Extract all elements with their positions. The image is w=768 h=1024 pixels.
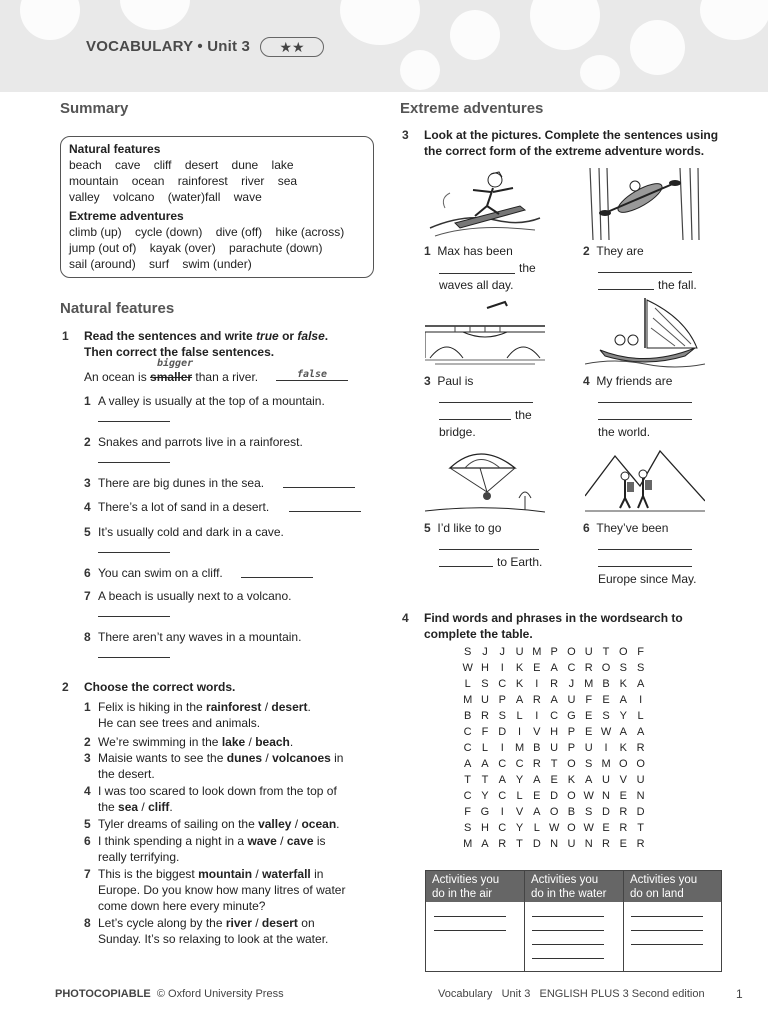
wordsearch-letter[interactable]: M: [532, 646, 542, 658]
summary-natural-line: mountain ocean rainforest river sea: [69, 174, 298, 188]
item-number: 8: [84, 630, 91, 644]
wordsearch-row: [459, 646, 649, 662]
ex3-item-3: 3 Paul is: [424, 374, 474, 388]
wordsearch-letter[interactable]: O: [567, 822, 576, 834]
wordsearch-letter[interactable]: R: [532, 694, 541, 706]
table-answer-line[interactable]: [532, 958, 604, 959]
answer-blank[interactable]: [598, 277, 654, 290]
wordsearch-letter[interactable]: T: [602, 646, 610, 658]
table-answer-line[interactable]: [434, 930, 506, 931]
wordsearch-letter[interactable]: S: [619, 662, 627, 674]
wordsearch-letter[interactable]: E: [619, 790, 627, 802]
wordsearch-letter[interactable]: I: [500, 742, 504, 754]
table-answer-line[interactable]: [532, 944, 604, 945]
wordsearch-letter[interactable]: W: [462, 662, 473, 674]
wordsearch-letter[interactable]: R: [532, 758, 541, 770]
wordsearch-letter[interactable]: O: [619, 758, 628, 770]
wordsearch-row: [459, 806, 649, 822]
wordsearch-letter[interactable]: R: [619, 806, 628, 818]
answer-blank[interactable]: [598, 260, 692, 273]
wordsearch-letter[interactable]: C: [498, 758, 507, 770]
wordsearch-letter[interactable]: R: [636, 742, 645, 754]
wordsearch-letter[interactable]: M: [514, 742, 525, 754]
table-divider: [623, 871, 624, 971]
answer-blank[interactable]: [439, 261, 515, 274]
wordsearch-letter[interactable]: R: [602, 838, 610, 850]
wordsearch-letter[interactable]: S: [481, 678, 489, 690]
answer-blank[interactable]: [598, 407, 692, 420]
wordsearch-letter[interactable]: C: [463, 726, 472, 738]
ex3-item-2: 2 They are: [583, 244, 644, 258]
parachute-illustration: [425, 446, 545, 518]
wordsearch-letter[interactable]: K: [567, 774, 576, 786]
choice-option[interactable]: waterfall: [262, 867, 311, 881]
item-number: 6: [84, 566, 91, 580]
example-answer: false: [276, 369, 348, 381]
exercise-number: 1: [62, 329, 69, 343]
wordsearch-letter[interactable]: R: [480, 710, 489, 722]
ex3-text: the: [519, 261, 536, 275]
answer-blank[interactable]: [241, 565, 313, 578]
wordsearch-row: [459, 822, 649, 838]
wordsearch-letter[interactable]: C: [463, 742, 472, 754]
wordsearch-letter[interactable]: K: [515, 678, 524, 690]
table-header-water: Activities you do in the water: [525, 871, 623, 902]
wordsearch-letter[interactable]: A: [550, 694, 558, 706]
wordsearch-letter[interactable]: M: [463, 838, 473, 850]
wordsearch-letter[interactable]: W: [583, 790, 594, 802]
answer-blank[interactable]: [289, 499, 361, 512]
ex3-text: bridge.: [439, 425, 476, 439]
wordsearch-letter[interactable]: A: [619, 726, 627, 738]
wordsearch-letter[interactable]: S: [463, 646, 472, 658]
wordsearch-letter[interactable]: O: [636, 758, 645, 770]
footer-right: Vocabulary Unit 3 ENGLISH PLUS 3 Second edition: [438, 988, 705, 1000]
wordsearch-letter[interactable]: A: [463, 758, 472, 770]
choice-option[interactable]: ocean: [301, 817, 337, 831]
wordsearch-letter[interactable]: O: [619, 646, 628, 658]
wordsearch-letter[interactable]: C: [463, 790, 472, 802]
wordsearch-letter[interactable]: I: [604, 742, 608, 754]
wordsearch-row: [459, 838, 649, 854]
choice-option[interactable]: valley: [258, 817, 292, 831]
wordsearch-letter[interactable]: A: [533, 806, 541, 818]
wordsearch-letter[interactable]: B: [463, 710, 472, 722]
answer-blank[interactable]: [98, 450, 170, 463]
wordsearch-letter[interactable]: T: [464, 774, 472, 786]
ex3-text: Europe since May.: [598, 572, 697, 586]
wordsearch-letter[interactable]: D: [532, 838, 541, 850]
wordsearch-letter[interactable]: F: [637, 646, 644, 658]
choice-option[interactable]: lake: [221, 735, 246, 749]
bridge-illustration: [425, 298, 545, 370]
ex1-item-text: There’s a lot of sand in a desert.: [98, 500, 270, 514]
wordsearch-letter[interactable]: J: [482, 646, 488, 658]
table-header-land: Activities you do on land: [624, 871, 721, 902]
exercise-4-instructions: Find words and phrases in the wordsearch to complete the table.: [424, 611, 683, 641]
example-correction: bigger: [157, 358, 194, 369]
wordsearch-letter[interactable]: V: [533, 726, 541, 738]
wordsearch-letter[interactable]: B: [602, 678, 610, 690]
wordsearch-letter[interactable]: A: [636, 678, 645, 690]
item-number: 7: [84, 589, 91, 603]
wordsearch-letter[interactable]: R: [584, 662, 593, 674]
wordsearch-row: [459, 694, 649, 710]
wordsearch-grid: [459, 646, 649, 854]
ex1-item-text: It’s usually cold and dark in a cave.: [98, 525, 284, 539]
wordsearch-letter[interactable]: O: [567, 758, 576, 770]
item-number: 4: [84, 500, 91, 514]
wordsearch-letter[interactable]: I: [518, 726, 522, 738]
ex2-list: 1 Felix is hiking in the rainforest / desert. He can see trees and animals. 2 We’re swimming in the lake / beach. 3 Maisie wants to see the dunes / volcanoes in the desert. 4 I was too scared to look down from the top of the sea / cliff. 5 Tyler dreams of sailing on the valley / ocean. 6 I think spending a night in a wave / cave is really terrifying. 7 This is the biggest mountain / waterfall in Europe. Do you know how many litres of water come down here every minute? 8 Let’s cycle along by the river / desert on Sunday. It’s so relaxing to look at the water.: [84, 700, 346, 946]
wordsearch-letter[interactable]: E: [619, 838, 627, 850]
summary-natural-line: valley volcano (water)fall wave: [69, 190, 262, 204]
wordsearch-letter[interactable]: S: [498, 710, 506, 722]
wordsearch-letter[interactable]: M: [463, 694, 473, 706]
summary-natural-line: beach cave cliff desert dune lake: [69, 158, 294, 172]
wordsearch-letter[interactable]: A: [498, 774, 506, 786]
wordsearch-letter[interactable]: F: [464, 806, 472, 818]
wordsearch-letter[interactable]: E: [533, 662, 541, 674]
answer-blank[interactable]: [439, 390, 533, 403]
wordsearch-letter[interactable]: N: [584, 838, 593, 850]
wordsearch-letter[interactable]: W: [548, 822, 560, 834]
exercise-number: 2: [62, 680, 69, 694]
answer-table: [425, 870, 722, 972]
wordsearch-letter[interactable]: Y: [481, 790, 489, 802]
wordsearch-letter[interactable]: U: [584, 646, 593, 658]
ex3-item-4: 4 My friends are: [583, 374, 673, 388]
wordsearch-letter[interactable]: D: [636, 806, 645, 818]
wordsearch-letter[interactable]: S: [585, 806, 593, 818]
wordsearch-row: [459, 726, 649, 742]
wordsearch-row: [459, 742, 649, 758]
wordsearch-letter[interactable]: P: [550, 646, 558, 658]
ex1-item-text: Snakes and parrots live in a rainforest.: [98, 435, 303, 449]
wordsearch-letter[interactable]: H: [550, 726, 559, 738]
wordsearch-letter[interactable]: O: [601, 662, 611, 674]
wordsearch-letter[interactable]: U: [550, 742, 559, 754]
wordsearch-letter[interactable]: B: [567, 806, 576, 818]
answer-blank[interactable]: [283, 475, 355, 488]
table-answer-line[interactable]: [631, 930, 703, 931]
wordsearch-letter[interactable]: V: [619, 774, 627, 786]
ex3-text: the fall.: [658, 278, 697, 292]
wordsearch-letter[interactable]: U: [636, 774, 645, 786]
hiking-illustration: [585, 446, 705, 518]
wordsearch-row: [459, 790, 649, 806]
answer-blank[interactable]: [439, 407, 511, 420]
wordsearch-letter[interactable]: U: [515, 646, 524, 658]
kayak-illustration: [585, 168, 705, 240]
wordsearch-letter[interactable]: S: [602, 710, 610, 722]
summary-extreme-line: sail (around) surf swim (under): [69, 257, 252, 271]
page-header-title: VOCABULARY • Unit 3: [86, 38, 251, 55]
table-header-air: Activities you do in the air: [426, 871, 524, 902]
wordsearch-letter[interactable]: U: [480, 694, 489, 706]
wordsearch-letter[interactable]: L: [637, 710, 644, 722]
summary-natural-heading: Natural features: [69, 142, 161, 156]
wordsearch-letter[interactable]: L: [516, 710, 523, 722]
summary-extreme-line: climb (up) cycle (down) dive (off) hike (across): [69, 225, 345, 239]
wordsearch-letter[interactable]: C: [498, 678, 507, 690]
wordsearch-letter[interactable]: K: [619, 678, 627, 690]
ex3-text: the world.: [598, 425, 651, 439]
wordsearch-letter[interactable]: E: [533, 790, 541, 802]
exercise-number: 4: [402, 611, 409, 625]
answer-blank[interactable]: [439, 554, 493, 567]
choice-option[interactable]: rainforest: [206, 700, 262, 714]
wordsearch-letter[interactable]: F: [481, 726, 489, 738]
answer-blank[interactable]: [598, 537, 692, 550]
ex1-item-text: There are big dunes in the sea.: [98, 476, 265, 490]
item-number: 5: [84, 525, 91, 539]
wordsearch-letter[interactable]: Y: [515, 822, 524, 834]
wordsearch-letter[interactable]: A: [619, 694, 627, 706]
wordsearch-row: [459, 662, 649, 678]
footer-left: PHOTOCOPIABLE © Oxford University Press: [55, 988, 284, 1000]
wordsearch-letter[interactable]: A: [533, 774, 541, 786]
wordsearch-letter[interactable]: E: [585, 726, 593, 738]
ex3-text: to Earth.: [497, 555, 543, 569]
sailing-illustration: [585, 298, 705, 370]
wordsearch-letter[interactable]: R: [619, 822, 628, 834]
wordsearch-letter[interactable]: S: [585, 758, 593, 770]
wordsearch-letter[interactable]: K: [515, 662, 524, 674]
wordsearch-letter[interactable]: T: [550, 758, 558, 770]
wordsearch-letter[interactable]: I: [535, 678, 539, 690]
answer-blank[interactable]: [598, 554, 692, 567]
wordsearch-letter[interactable]: Y: [515, 774, 524, 786]
wordsearch-letter[interactable]: T: [481, 774, 489, 786]
wordsearch-letter[interactable]: L: [533, 822, 540, 834]
choice-option[interactable]: sea: [118, 800, 139, 814]
wordsearch-letter[interactable]: W: [583, 822, 594, 834]
wordsearch-letter[interactable]: F: [585, 694, 593, 706]
wordsearch-letter[interactable]: P: [567, 726, 576, 738]
choice-option[interactable]: cave: [286, 834, 314, 848]
wordsearch-letter[interactable]: R: [636, 838, 645, 850]
wordsearch-row: [459, 678, 649, 694]
wordsearch-letter[interactable]: N: [602, 790, 610, 802]
wordsearch-letter[interactable]: C: [498, 822, 507, 834]
natural-features-title: Natural features: [60, 300, 175, 317]
wordsearch-letter[interactable]: Y: [619, 710, 627, 722]
wordsearch-letter[interactable]: R: [550, 678, 559, 690]
wordsearch-letter[interactable]: O: [549, 806, 559, 818]
wordsearch-letter[interactable]: C: [567, 662, 576, 674]
choice-option[interactable]: mountain: [198, 867, 253, 881]
wordsearch-letter[interactable]: L: [464, 678, 471, 690]
item-number: 3: [84, 476, 91, 490]
wordsearch-letter[interactable]: T: [637, 822, 644, 834]
summary-extreme-line: jump (out of) kayak (over) parachute (down): [69, 241, 323, 255]
wordsearch-letter[interactable]: J: [568, 678, 575, 690]
ex1-item-text: A beach is usually next to a volcano.: [98, 589, 292, 603]
wordsearch-letter[interactable]: A: [481, 838, 489, 850]
choice-option[interactable]: volcanoes: [272, 751, 331, 765]
ex1-item-text: A valley is usually at the top of a mountain.: [98, 394, 325, 408]
choice-option[interactable]: cliff: [148, 800, 170, 814]
wordsearch-letter[interactable]: A: [550, 662, 558, 674]
wordsearch-letter[interactable]: J: [499, 646, 505, 658]
ex1-item-text: You can swim on a cliff.: [98, 566, 223, 580]
wordsearch-letter[interactable]: O: [567, 790, 576, 802]
page-number: 1: [736, 987, 743, 1001]
wordsearch-letter[interactable]: M: [601, 758, 611, 770]
wordsearch-letter[interactable]: U: [602, 774, 610, 786]
wordsearch-letter[interactable]: S: [463, 822, 472, 834]
choice-option[interactable]: desert: [271, 700, 308, 714]
ex3-item-1: 1 Max has been: [424, 244, 513, 258]
wordsearch-letter[interactable]: U: [567, 694, 576, 706]
wordsearch-letter[interactable]: I: [639, 694, 643, 706]
wordsearch-letter[interactable]: E: [585, 710, 593, 722]
extreme-adventures-title: Extreme adventures: [400, 100, 544, 117]
wordsearch-letter[interactable]: G: [567, 710, 576, 722]
wordsearch-letter[interactable]: E: [550, 774, 558, 786]
wordsearch-letter[interactable]: C: [515, 758, 524, 770]
answer-blank[interactable]: [98, 540, 170, 553]
ex3-item-5: 5 I’d like to go: [424, 521, 502, 535]
choice-option[interactable]: wave: [247, 834, 277, 848]
wordsearch-letter[interactable]: A: [636, 726, 645, 738]
answer-blank[interactable]: [98, 604, 170, 617]
wordsearch-letter[interactable]: N: [550, 838, 559, 850]
wordsearch-letter[interactable]: K: [619, 742, 627, 754]
wordsearch-letter[interactable]: G: [480, 806, 490, 818]
example-sentence: An ocean is smaller than a river.: [84, 370, 259, 384]
table-answer-line[interactable]: [532, 916, 604, 917]
wordsearch-letter[interactable]: V: [515, 806, 524, 818]
wordsearch-letter[interactable]: T: [516, 838, 523, 850]
wordsearch-letter[interactable]: C: [550, 710, 559, 722]
wordsearch-letter[interactable]: E: [602, 822, 610, 834]
wordsearch-letter[interactable]: D: [602, 806, 610, 818]
item-number: 2: [84, 435, 91, 449]
wordsearch-letter[interactable]: I: [500, 662, 504, 674]
wordsearch-letter[interactable]: N: [636, 790, 645, 802]
table-divider: [524, 871, 525, 971]
wordsearch-letter[interactable]: I: [500, 806, 504, 818]
surfer-illustration: [425, 168, 545, 240]
wordsearch-letter[interactable]: R: [498, 838, 507, 850]
wordsearch-letter[interactable]: A: [585, 774, 593, 786]
ex1-item-text: There aren’t any waves in a mountain.: [98, 630, 302, 644]
exercise-number: 3: [402, 128, 409, 142]
wordsearch-letter[interactable]: A: [515, 694, 524, 706]
ex3-text: the: [515, 408, 532, 422]
choice-option[interactable]: beach: [255, 735, 290, 749]
ex3-item-6: 6 They’ve been: [583, 521, 669, 535]
table-answer-line[interactable]: [532, 930, 604, 931]
wordsearch-row: [459, 758, 649, 774]
exercise-3-instructions: Look at the pictures. Complete the sentences using the correct form of the extreme adventure words.: [424, 128, 719, 158]
wordsearch-letter[interactable]: L: [516, 790, 523, 802]
answer-blank[interactable]: [98, 409, 170, 422]
wordsearch-letter[interactable]: B: [533, 742, 541, 754]
answer-blank[interactable]: [598, 390, 692, 403]
wordsearch-letter[interactable]: M: [584, 678, 594, 690]
choice-option[interactable]: desert: [261, 916, 298, 930]
wordsearch-letter[interactable]: H: [480, 662, 489, 674]
wordsearch-letter[interactable]: P: [498, 694, 506, 706]
difficulty-stars: ★★: [260, 37, 324, 57]
wordsearch-letter[interactable]: I: [535, 710, 539, 722]
choice-option[interactable]: river: [225, 916, 252, 930]
wordsearch-letter[interactable]: E: [602, 694, 610, 706]
wordsearch-letter[interactable]: W: [600, 726, 612, 738]
answer-blank[interactable]: [439, 537, 539, 550]
wordsearch-row: [459, 710, 649, 726]
wordsearch-letter[interactable]: U: [584, 742, 593, 754]
summary-content: [69, 141, 369, 272]
wordsearch-letter[interactable]: L: [481, 742, 488, 754]
summary-extreme-heading: Extreme adventures: [69, 209, 184, 223]
exercise-1-instructions: Read the sentences and write true or false. Then correct the false sentences.: [84, 329, 329, 359]
wordsearch-letter[interactable]: U: [567, 838, 576, 850]
wordsearch-letter[interactable]: S: [636, 662, 645, 674]
wordsearch-letter[interactable]: A: [481, 758, 489, 770]
wordsearch-letter[interactable]: P: [567, 742, 576, 754]
choice-option[interactable]: dunes: [226, 751, 263, 765]
answer-blank[interactable]: [98, 645, 170, 658]
exercise-2-instructions: Choose the correct words.: [84, 680, 236, 694]
wordsearch-letter[interactable]: D: [550, 790, 559, 802]
wordsearch-row: [459, 774, 649, 790]
ex3-text: waves all day.: [439, 278, 514, 292]
table-answer-line[interactable]: [434, 916, 506, 917]
wordsearch-letter[interactable]: C: [498, 790, 507, 802]
wordsearch-letter[interactable]: H: [480, 822, 489, 834]
table-answer-line[interactable]: [631, 944, 703, 945]
item-number: 1: [84, 394, 91, 408]
wordsearch-letter[interactable]: O: [567, 646, 576, 658]
wordsearch-letter[interactable]: D: [498, 726, 507, 738]
table-answer-line[interactable]: [631, 916, 703, 917]
summary-title: Summary: [60, 100, 129, 117]
